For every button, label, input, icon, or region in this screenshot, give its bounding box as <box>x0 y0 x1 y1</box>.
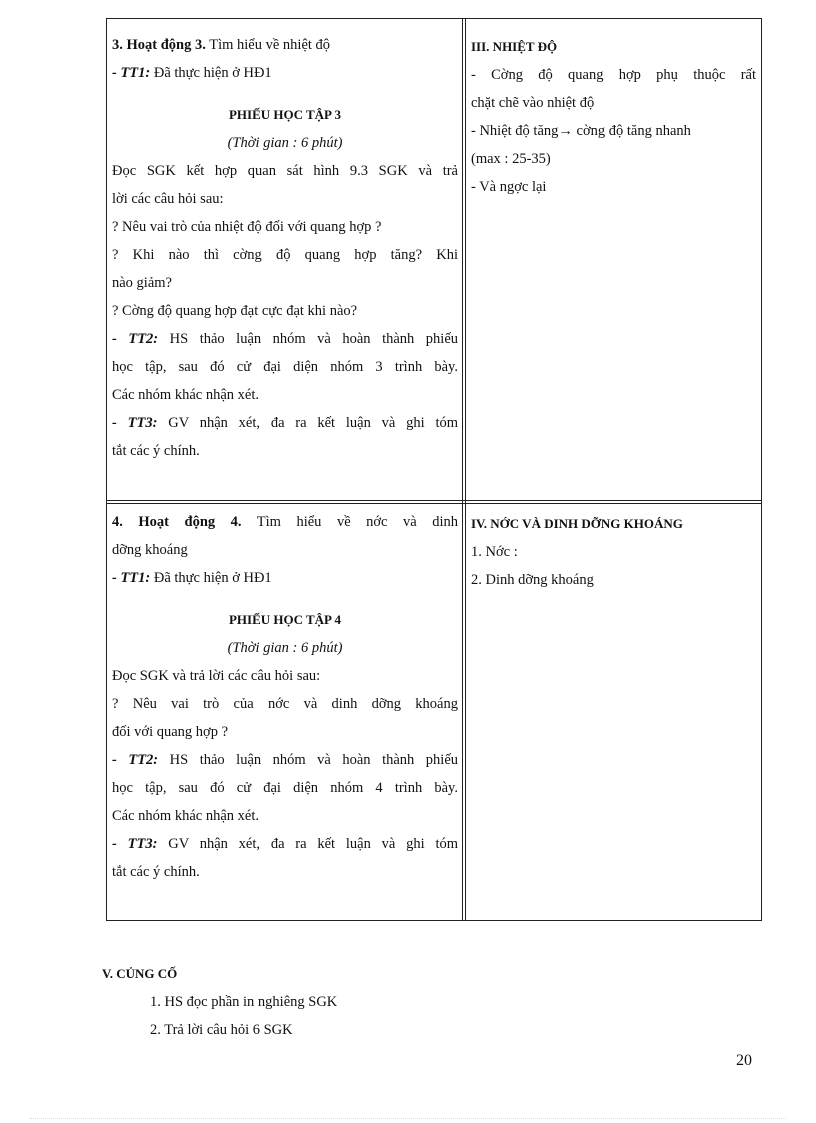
row3-sheet-time: (Thời gian : 6 phút) <box>227 135 343 151</box>
row4-heading-line2: dỡng khoáng <box>112 542 188 558</box>
row3-question-line: ? Nêu vai trò của nhiệt độ đối với quang hợp ? <box>112 219 382 235</box>
row4-section-heading: IV. NỚC VÀ DINH DỠNG KHOÁNG <box>471 516 683 531</box>
row3-tt3-label: - TT3: <box>112 415 158 431</box>
row3-content-line: (max : 25-35) <box>471 151 551 167</box>
row4-tt2-text: HS thảo luận nhóm và hoàn thành phiếu <box>158 752 458 768</box>
row4-tt1-text: Đã thực hiện ở HĐ1 <box>150 570 272 586</box>
row4-heading-text: Tìm hiểu về nớc và dinh <box>241 514 458 530</box>
column-divider <box>462 18 466 921</box>
row3-tt2-line: Các nhóm khác nhận xét. <box>112 387 259 403</box>
row3-tt3 <box>112 409 458 437</box>
row4-question-line: Đọc SGK và trả lời các câu hỏi sau: <box>112 668 321 684</box>
row3-question-line: lời các câu hỏi sau: <box>112 191 224 207</box>
row3-heading-number: 3. Hoạt động 3. <box>112 37 206 53</box>
row3-tt2 <box>112 325 458 353</box>
row3-question-line: Đọc SGK kết hợp quan sát hình 9.3 SGK và trả <box>112 163 458 179</box>
row3-tt1-text: Đã thực hiện ở HĐ1 <box>150 65 272 81</box>
row3-tt3-line: tắt các ý chính. <box>112 443 200 459</box>
row3-sheet-title: PHIẾU HỌC TẬP 3 <box>228 107 342 122</box>
review-item: 2. Trả lời câu hỏi 6 SGK <box>150 1022 293 1038</box>
row3-heading <box>112 31 458 59</box>
row3-tt2-text: HS thảo luận nhóm và hoàn thành phiếu <box>158 331 458 347</box>
row4-question-line: đối với quang hợp ? <box>112 724 229 740</box>
row3-tt1-label: - TT1: <box>112 65 151 81</box>
right-arrow-icon: → <box>558 123 573 139</box>
row3-question-line: ? Khi nào thì cờng độ quang hợp tăng? Khi <box>112 247 458 263</box>
row4-tt3-label: - TT3: <box>112 836 158 852</box>
row4-tt2-line: Các nhóm khác nhận xét. <box>112 808 259 824</box>
review-item: 1. HS đọc phần in nghiêng SGK <box>150 994 338 1010</box>
row3-content-cell <box>471 33 756 201</box>
row3-question-line: ? Cờng độ quang hợp đạt cực đạt khi nào? <box>112 303 358 319</box>
review-heading: V. CỦNG CỐ <box>102 966 178 981</box>
row4-tt3-text: GV nhận xét, đa ra kết luận và ghi tóm <box>157 836 458 852</box>
row3-activity-cell <box>112 31 458 465</box>
page-bottom-rule <box>30 1118 786 1119</box>
row4-question-line: ? Nêu vai trò của nớc và dinh dỡng khoáng <box>112 696 458 712</box>
row4-tt2-label: - TT2: <box>112 752 159 768</box>
row4-tt1 <box>112 564 458 592</box>
row3-tt3-text: GV nhận xét, đa ra kết luận và ghi tóm <box>157 415 458 431</box>
row4-heading <box>112 508 458 536</box>
row3-tt1 <box>112 59 458 87</box>
row4-content-line: 2. Dinh dỡng khoáng <box>471 572 594 588</box>
row3-content-line: - Và ngợc lại <box>471 179 547 195</box>
row3-section-heading: III. NHIỆT ĐỘ <box>471 39 558 54</box>
row3-tt2-line: học tập, sau đó cử đại diện nhóm 3 trình bày. <box>112 359 458 375</box>
row-divider-top <box>106 500 762 501</box>
row4-heading-number: 4. Hoạt động 4. <box>112 514 242 530</box>
row4-tt2 <box>112 746 458 774</box>
row4-tt2-line: học tập, sau đó cử đại diện nhóm 4 trình bày. <box>112 780 458 796</box>
row3-content-line-arrow <box>471 117 756 145</box>
row3-tt2-label: - TT2: <box>112 331 159 347</box>
row4-tt3 <box>112 830 458 858</box>
row3-content-line: - Cờng độ quang hợp phụ thuộc rất <box>471 67 756 83</box>
row4-sheet-title: PHIẾU HỌC TẬP 4 <box>228 612 342 627</box>
review-section <box>102 960 337 1044</box>
row4-activity-cell <box>112 508 458 886</box>
row3-heading-text: Tìm hiểu về nhiệt độ <box>205 37 331 53</box>
page-number: 20 <box>736 1052 752 1069</box>
row3-question-line: nào giảm? <box>112 275 172 291</box>
row3-content-text: cờng độ tăng nhanh <box>572 123 691 139</box>
row4-sheet-time: (Thời gian : 6 phút) <box>227 640 343 656</box>
row4-tt3-line: tắt các ý chính. <box>112 864 200 880</box>
row3-content-text: - Nhiệt độ tăng <box>471 123 559 139</box>
row-divider-bottom <box>106 503 762 504</box>
row4-content-cell <box>471 510 756 594</box>
row4-tt1-label: - TT1: <box>112 570 151 586</box>
row3-content-line: chặt chẽ vào nhiệt độ <box>471 95 595 111</box>
row4-content-line: 1. Nớc : <box>471 544 518 560</box>
